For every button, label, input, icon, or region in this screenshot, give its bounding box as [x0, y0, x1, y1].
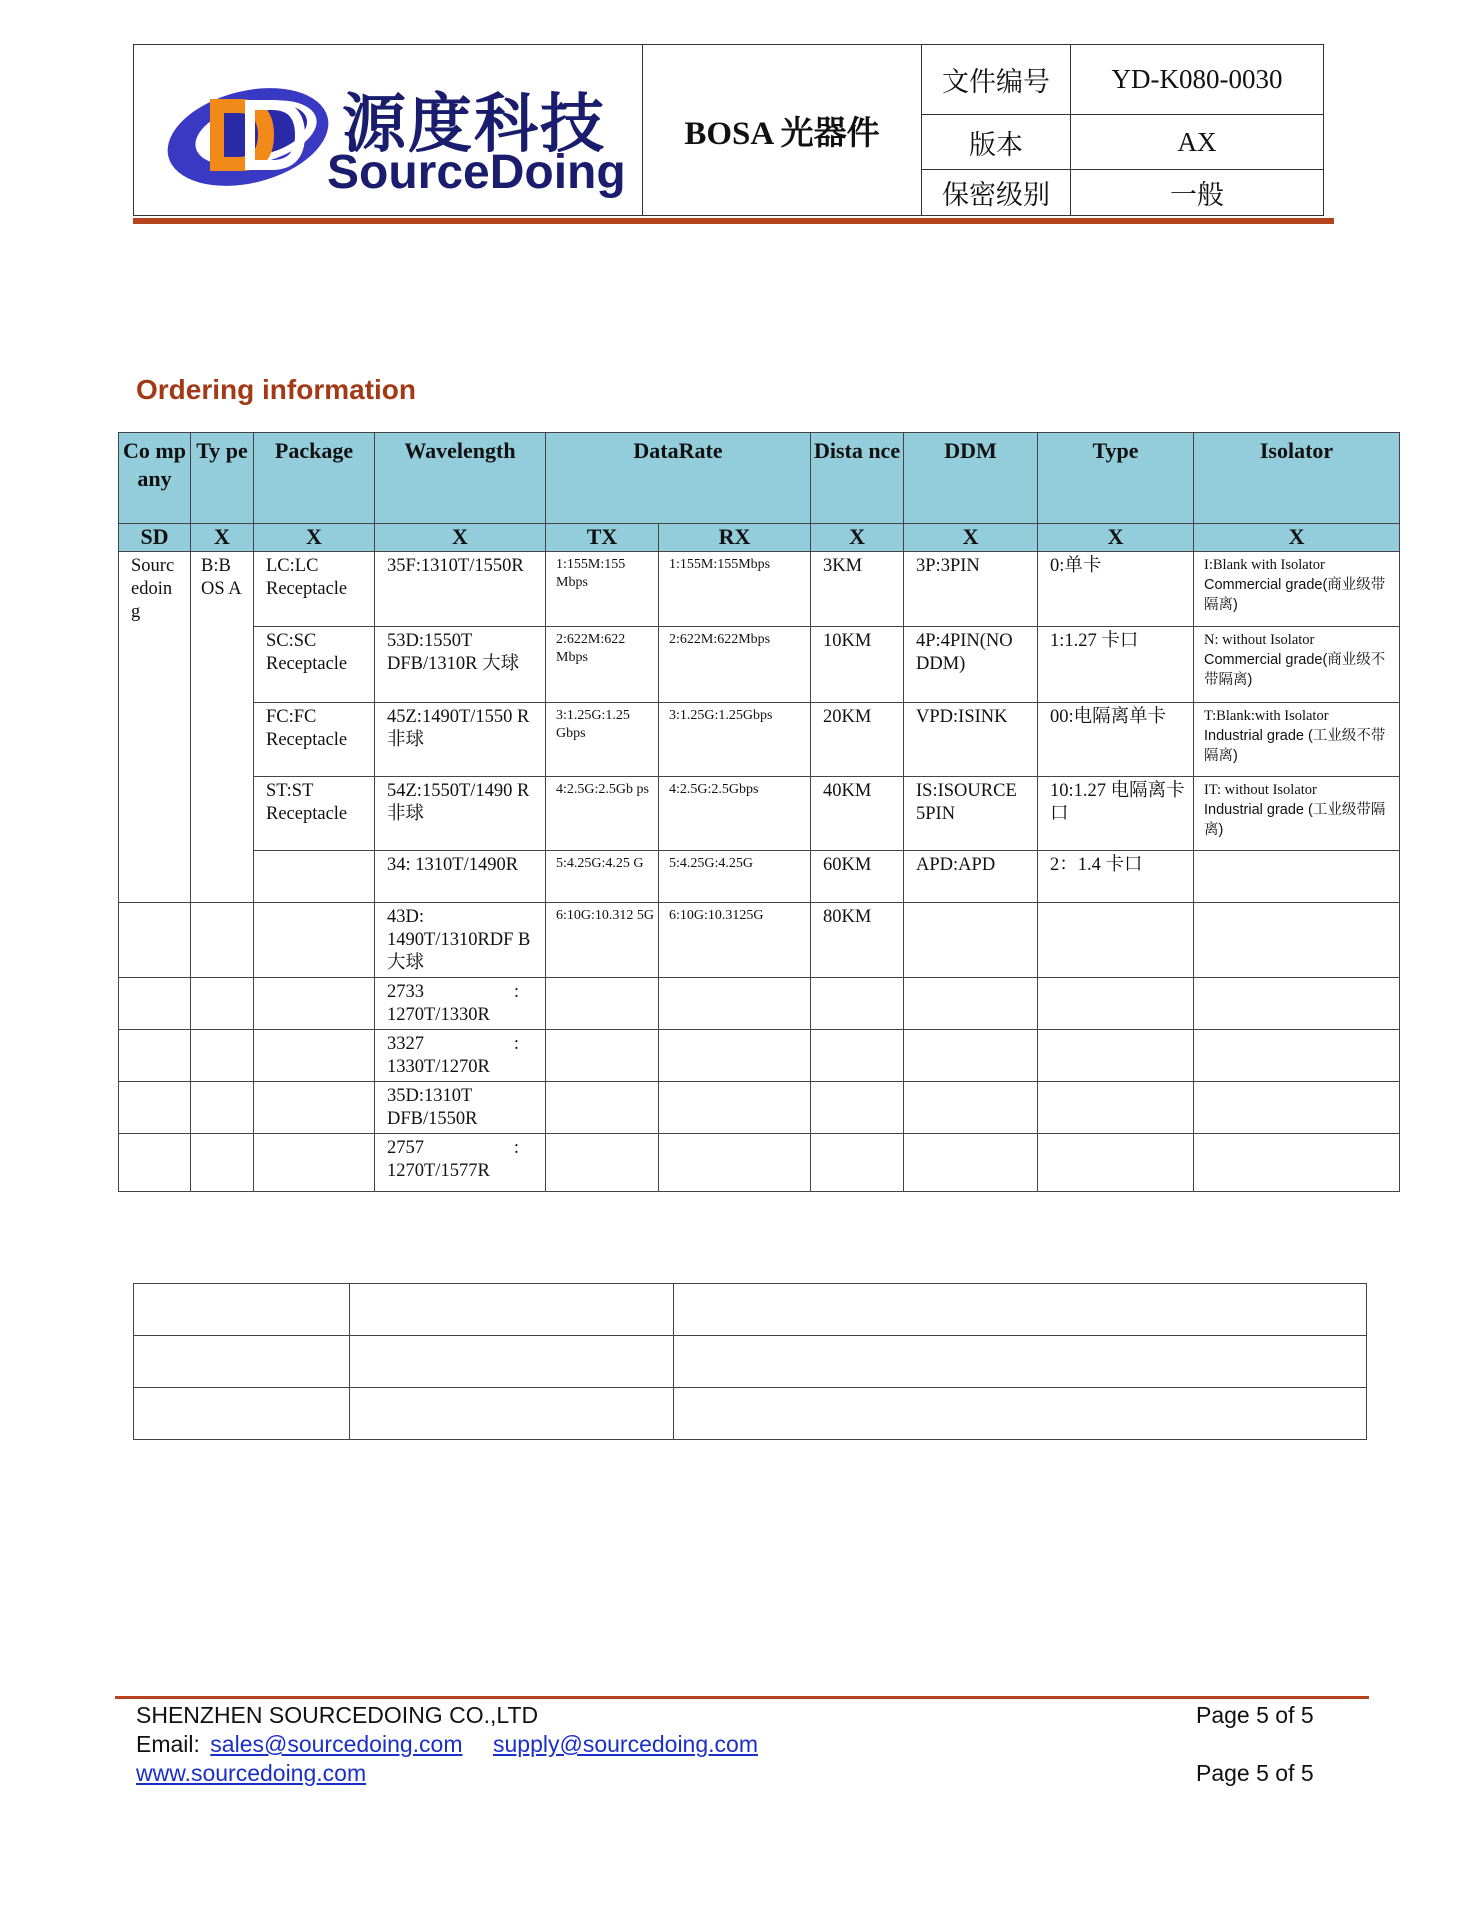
table-row — [119, 703, 1400, 777]
table-row — [119, 903, 1400, 978]
table-row — [119, 777, 1400, 851]
table-row — [119, 851, 1400, 903]
package-cell: LC:LC Receptacle — [254, 552, 375, 627]
confidentiality-value: 一般 — [1071, 169, 1324, 215]
header-ddm: DDM — [904, 433, 1038, 524]
code-wavelength: X — [375, 524, 546, 552]
isolator-grade: Industrial grade (工业级不带隔离) — [1204, 728, 1386, 764]
distance-cell: 10KM — [811, 627, 904, 703]
document-title: BOSA 光器件 — [643, 45, 922, 216]
wavelength-value: 1270T/1577R — [387, 1161, 490, 1181]
wavelength-cell: 35F:1310T/1550R — [375, 552, 546, 627]
isolator-cell — [1194, 627, 1400, 703]
type-option-cell — [1038, 903, 1194, 978]
table-row — [119, 1134, 1400, 1192]
header-datarate: DataRate — [546, 433, 811, 524]
table-row — [119, 1030, 1400, 1082]
version-value: AX — [1071, 115, 1324, 169]
isolator-option: N: without Isolator — [1204, 632, 1315, 648]
ddm-cell — [904, 903, 1038, 978]
version-label: 版本 — [922, 115, 1071, 169]
distance-cell: 40KM — [811, 777, 904, 851]
table-code-row — [119, 524, 1400, 552]
package-cell: ST:ST Receptacle — [254, 777, 375, 851]
code-isolator: X — [1194, 524, 1400, 552]
wavelength-code: 3327 — [387, 1034, 424, 1054]
package-cell: FC:FC Receptacle — [254, 703, 375, 777]
wavelength-cell: 54Z:1550T/1490 R 非球 — [375, 777, 546, 851]
ordering-table — [118, 432, 1400, 1192]
wavelength-cell — [375, 978, 546, 1030]
isolator-grade: Industrial grade (工业级带隔离) — [1204, 802, 1386, 838]
code-type: X — [191, 524, 254, 552]
code-distance: X — [811, 524, 904, 552]
email-link-sales[interactable]: sales@sourcedoing.com — [210, 1731, 463, 1757]
wavelength-cell: 45Z:1490T/1550 R 非球 — [375, 703, 546, 777]
table-row — [134, 1388, 1367, 1440]
code-package: X — [254, 524, 375, 552]
isolator-cell — [1194, 552, 1400, 627]
table-row — [119, 1082, 1400, 1134]
company-cell — [119, 903, 191, 978]
confidentiality-label: 保密级别 — [922, 169, 1071, 215]
company-cell: Sourc edoin g — [119, 552, 191, 903]
wavelength-cell — [375, 1030, 546, 1082]
email-link-supply[interactable]: supply@sourcedoing.com — [493, 1731, 758, 1757]
rx-cell: 6:10G:10.3125G — [659, 903, 811, 978]
type-option-cell: 0:单卡 — [1038, 552, 1194, 627]
header-divider — [133, 218, 1334, 224]
website-link[interactable]: www.sourcedoing.com — [136, 1760, 367, 1786]
package-cell — [254, 851, 375, 903]
table-row — [119, 552, 1400, 627]
package-cell — [254, 903, 375, 978]
wavelength-code: 2733 — [387, 982, 424, 1002]
table-row — [119, 978, 1400, 1030]
type-cell — [191, 903, 254, 978]
distance-cell: 60KM — [811, 851, 904, 903]
page-number-repeat: Page 5 of 5 — [1196, 1760, 1314, 1786]
type-option-cell: 1:1.27 卡口 — [1038, 627, 1194, 703]
logo-english-text: SourceDoing — [327, 146, 626, 199]
tx-cell: 2:622M:622 Mbps — [546, 627, 659, 703]
page-number: Page 5 of 5 — [1196, 1702, 1314, 1728]
wavelength-cell — [375, 1134, 546, 1192]
wavelength-value: 1330T/1270R — [387, 1057, 490, 1077]
distance-cell: 80KM — [811, 903, 904, 978]
isolator-option: I:Blank with Isolator — [1204, 557, 1325, 573]
type-cell: B:B OS A — [191, 552, 254, 903]
code-ddm: X — [904, 524, 1038, 552]
table-row — [134, 1284, 1367, 1336]
colon-mark: : — [513, 1138, 519, 1158]
ddm-cell: APD:APD — [904, 851, 1038, 903]
header-distance: Dista nce — [811, 433, 904, 524]
isolator-cell — [1194, 777, 1400, 851]
footer-divider — [115, 1696, 1369, 1699]
header-type-col: Type — [1038, 433, 1194, 524]
rx-cell: 2:622M:622Mbps — [659, 627, 811, 703]
colon-mark: : — [513, 982, 519, 1002]
header-company: Co mp any — [119, 433, 191, 524]
wavelength-cell: 43D: 1490T/1310RDF B 大球 — [375, 903, 546, 978]
type-option-cell: 2：1.4 卡口 — [1038, 851, 1194, 903]
rx-cell: 3:1.25G:1.25Gbps — [659, 703, 811, 777]
ddm-cell: 4P:4PIN(NO DDM) — [904, 627, 1038, 703]
blank-table — [133, 1283, 1367, 1440]
header-package: Package — [254, 433, 375, 524]
wavelength-cell: 35D:1310T DFB/1550R — [375, 1082, 546, 1134]
distance-cell: 3KM — [811, 552, 904, 627]
distance-cell: 20KM — [811, 703, 904, 777]
tx-cell: 3:1.25G:1.25 Gbps — [546, 703, 659, 777]
company-logo — [162, 67, 632, 207]
isolator-grade: Commercial grade(商业级带隔离) — [1204, 577, 1386, 613]
wavelength-cell: 53D:1550T DFB/1310R 大球 — [375, 627, 546, 703]
code-tx: TX — [546, 524, 659, 552]
tx-cell: 4:2.5G:2.5Gb ps — [546, 777, 659, 851]
colon-mark: : — [513, 1034, 519, 1054]
code-type-col: X — [1038, 524, 1194, 552]
isolator-cell — [1194, 903, 1400, 978]
document-header — [133, 44, 1324, 216]
footer-email-line — [136, 1731, 463, 1758]
ddm-cell: VPD:ISINK — [904, 703, 1038, 777]
table-row — [134, 1336, 1367, 1388]
doc-number-label: 文件编号 — [922, 45, 1071, 115]
isolator-option: IT: without Isolator — [1204, 782, 1317, 798]
isolator-option: T:Blank:with Isolator — [1204, 708, 1329, 724]
tx-cell: 1:155M:155 Mbps — [546, 552, 659, 627]
header-isolator: Isolator — [1194, 433, 1400, 524]
table-header-row — [119, 433, 1400, 524]
package-cell: SC:SC Receptacle — [254, 627, 375, 703]
logo-swoosh-icon — [162, 75, 337, 195]
ddm-cell: 3P:3PIN — [904, 552, 1038, 627]
isolator-cell — [1194, 703, 1400, 777]
code-rx: RX — [659, 524, 811, 552]
ddm-cell: IS:ISOURCE 5PIN — [904, 777, 1038, 851]
tx-cell: 6:10G:10.312 5G — [546, 903, 659, 978]
rx-cell: 5:4.25G:4.25G — [659, 851, 811, 903]
header-wavelength: Wavelength — [375, 433, 546, 524]
section-title: Ordering information — [136, 374, 416, 405]
footer-email-line-2 — [493, 1731, 758, 1758]
type-option-cell: 10:1.27 电隔离卡口 — [1038, 777, 1194, 851]
tx-cell: 5:4.25G:4.25 G — [546, 851, 659, 903]
logo-cell — [134, 45, 643, 216]
wavelength-cell: 34: 1310T/1490R — [375, 851, 546, 903]
code-company: SD — [119, 524, 191, 552]
logo-chinese-text: 源度科技 — [342, 88, 606, 162]
type-option-cell: 00:电隔离单卡 — [1038, 703, 1194, 777]
header-type: Ty pe — [191, 433, 254, 524]
footer-website-line — [136, 1760, 366, 1787]
isolator-cell — [1194, 851, 1400, 903]
table-row — [119, 627, 1400, 703]
wavelength-value: 1270T/1330R — [387, 1005, 490, 1025]
rx-cell: 1:155M:155Mbps — [659, 552, 811, 627]
doc-number-value: YD-K080-0030 — [1071, 45, 1324, 115]
isolator-grade: Commercial grade(商业级不带隔离) — [1204, 652, 1386, 688]
email-label: Email: — [136, 1731, 200, 1757]
wavelength-code: 2757 — [387, 1138, 424, 1158]
rx-cell: 4:2.5G:2.5Gbps — [659, 777, 811, 851]
footer-company: SHENZHEN SOURCEDOING CO.,LTD — [136, 1702, 539, 1728]
